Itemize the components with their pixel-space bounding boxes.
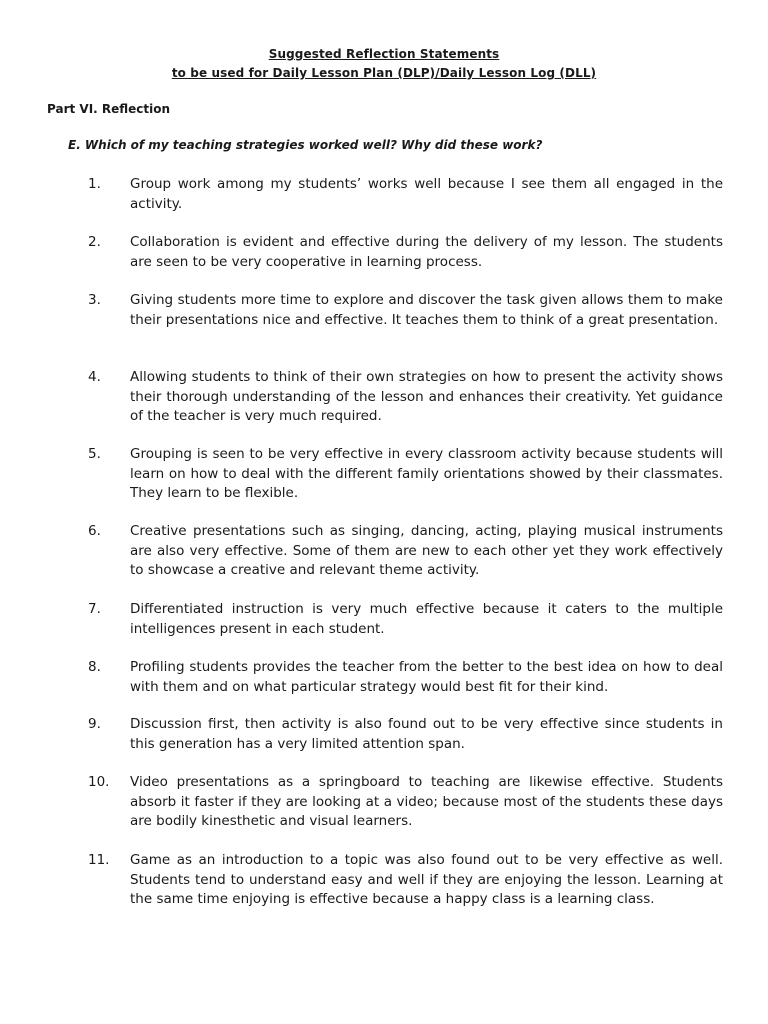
- item-text: Giving students more time to explore and discover the task given allows them to make their presentations nice and effective. It teaches them to think of a great presentation.: [130, 292, 723, 328]
- question-heading: E. Which of my teaching strategies worked well? Why did these work?: [68, 138, 543, 152]
- document-subtitle: to be used for Daily Lesson Plan (DLP)/Daily Lesson Log (DLL): [171, 66, 597, 80]
- item-text: Video presentations as a springboard to teaching are likewise effective. Students absorb it faster if they are looking at a video; because most of the students these days are bodily kinesthetic and visual learners.: [130, 774, 723, 829]
- item-text: Creative presentations such as singing, dancing, acting, playing musical instruments are also very effective. Some of them are new to each other yet they work effectively to showcase a creative and relevant theme activity.: [130, 523, 723, 578]
- item-number: 10.: [88, 774, 110, 790]
- item-number: 1.: [88, 176, 101, 192]
- item-number: 6.: [88, 523, 101, 539]
- item-text: Collaboration is evident and effective during the delivery of my lesson. The students are seen to be very cooperative in learning process.: [130, 234, 723, 270]
- item-number: 7.: [88, 601, 101, 617]
- item-number: 8.: [88, 659, 101, 675]
- item-text: Grouping is seen to be very effective in every classroom activity because students will learn on how to deal with the different family orientations showed by their classmates. They learn to be flexible.: [130, 446, 723, 501]
- item-number: 5.: [88, 446, 101, 462]
- item-text: Discussion first, then activity is also found out to be very effective since students in this generation has a very limited attention span.: [130, 716, 723, 752]
- item-number: 2.: [88, 234, 101, 250]
- part-heading: Part VI. Reflection: [47, 102, 171, 116]
- item-number: 4.: [88, 369, 101, 385]
- item-text: Differentiated instruction is very much effective because it caters to the multiple intelligences present in each student.: [130, 601, 723, 637]
- item-text: Game as an introduction to a topic was also found out to be very effective as well. Students tend to understand easy and well if they are enjoying the lesson. Learning at the same time enjoying is effective because a happy class is a learning class.: [130, 852, 723, 907]
- item-number: 11.: [88, 852, 110, 868]
- item-number: 3.: [88, 292, 101, 308]
- document-title: Suggested Reflection Statements: [268, 47, 500, 61]
- item-number: 9.: [88, 716, 101, 732]
- item-text: Profiling students provides the teacher from the better to the best idea on how to deal with them and on what particular strategy would best fit for their kind.: [130, 659, 723, 695]
- item-text: Allowing students to think of their own strategies on how to present the activity shows their thorough understanding of the lesson and enhances their creativity. Yet guidance of the teacher is very much required.: [130, 369, 723, 424]
- item-text: Group work among my students’ works well because I see them all engaged in the activity.: [130, 176, 723, 212]
